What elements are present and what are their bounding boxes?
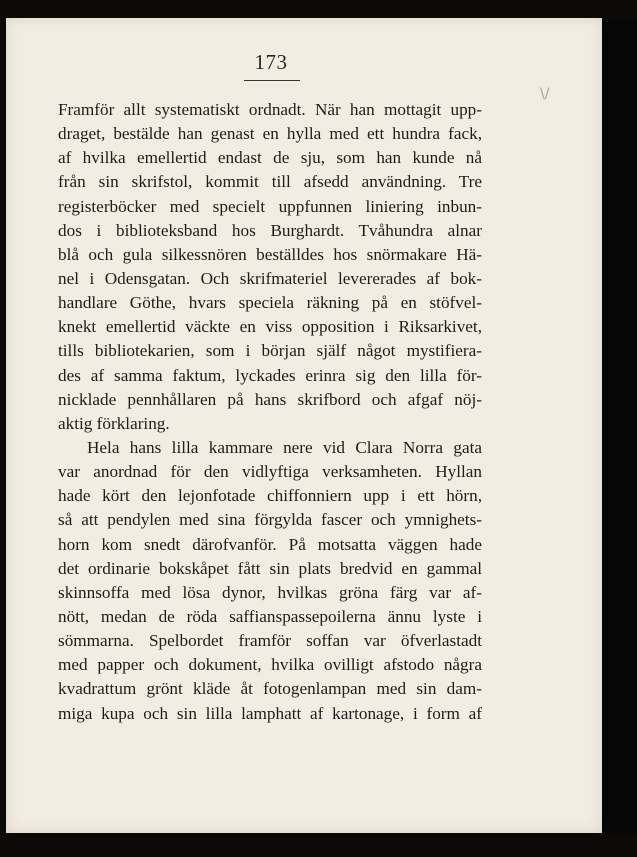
text-line: var anordnad för den vidlyftiga verksamheten. Hyllan [58,462,482,482]
text-line: horn kom snedt därofvanför. På motsatta väggen hade [58,534,482,554]
text-line: handlare Göthe, hvars speciela räkning på en stöfvel- [58,293,482,313]
text-line: skinnsoffa med lösa dynor, hvilkas gröna färg var af- [58,582,482,602]
text-line: des af samma faktum, lyckades erinra sig den lilla för- [58,365,482,385]
page-edge-shadow [602,20,637,857]
paragraph-start-line: Hela hans lilla kammare nere vid Clara Norra gata [87,437,482,457]
text-line: nicklade pennhållaren på hans skrifbord och afgaf nöj- [58,389,482,409]
text-line: registerböcker med specielt uppfunnen liniering inbun- [58,196,482,216]
margin-mark: \/ [540,86,550,102]
text-line: det ordinarie bokskåpet fått sin plats bredvid en gammal [58,558,482,578]
text-line: af hvilka emellertid endast de sju, som han kunde nå [58,148,482,168]
text-line: nel i Odensgatan. Och skrifmateriel levererades af bok- [58,268,482,288]
text-line: med papper och dokument, hvilka ovilligt afstodo några [58,655,482,675]
text-line: kvadrattum grönt kläde åt fotogenlampan med sin dam- [58,679,482,699]
body-text [58,98,482,726]
page-number-rule [244,80,300,81]
text-line: draget, bestälde han genast en hylla med ett hundra fack, [58,124,482,144]
text-line: sömmarna. Spelbordet framför soffan var öfverlastadt [58,631,482,651]
text-line: dos i biblioteksband hos Burghardt. Tvåhundra alnar [58,220,482,240]
text-line: hade kört den lejonfotade chiffonniern upp i ett hörn, [58,486,482,506]
text-line: från sin skrifstol, kommit till afsedd användning. Tre [58,172,482,192]
text-line: nött, medan de röda saffianspassepoilerna ännu lyste i [58,606,482,626]
text-line: knekt emellertid väckte en viss opposition i Riksarkivet, [58,317,482,337]
text-line: Framför allt systematiskt ordnadt. När han mottagit upp- [58,100,482,119]
text-line: tills bibliotekarien, som i början själf något mystifiera- [58,341,482,361]
text-line: aktig förklaring. [58,413,170,433]
text-line: så att pendylen med sina förgylda fascer och ymnighets- [58,510,482,530]
text-line: miga kupa och sin lilla lamphatt af kartonage, i form af [58,703,482,723]
bottom-shadow [0,833,637,857]
page-number: 173 [254,50,288,74]
text-line: blå och gula silkessnören beställdes hos snörmakare Hä- [58,244,482,264]
